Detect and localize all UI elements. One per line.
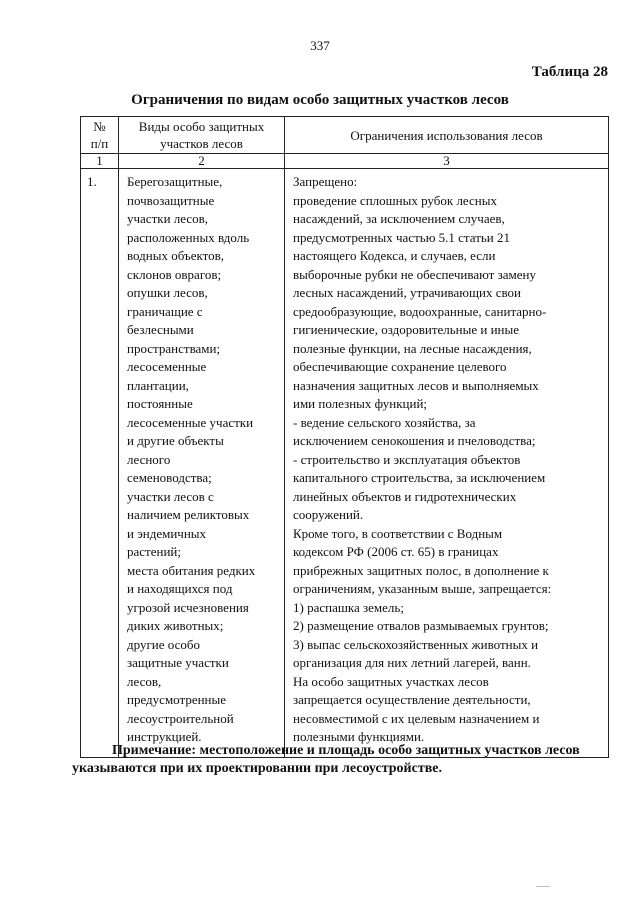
index-cell: 1 [81,154,119,169]
footnote [72,742,612,778]
cell-line: постоянные [127,396,193,411]
cell-line: 3) выпас сельскохозяйственных животных и [293,636,539,652]
row-number: 1. [81,169,119,758]
cell-line: расположенных вдоль [127,229,250,245]
forest-types-text [119,169,284,757]
header-num [81,117,119,154]
cell-line: почвозащитные [127,192,215,208]
header-num-line2: п/п [90,136,109,151]
cell-line: склонов оврагов; [127,266,222,282]
cell-line: исключением сенокошения и пчеловодства; [293,433,536,448]
cell-line: полезные функции, на лесные насаждения, [293,340,532,356]
header-type-line1: Виды особо защитных [138,119,265,134]
index-row [81,154,609,169]
cell-line: линейных объектов и гидротехнических [293,488,517,504]
cell-line: полезными функциями. [293,729,425,744]
cell-line: проведение сплошных рубок лесных [293,192,497,208]
cell-line: прибрежных защитных полос, в дополнение к [293,562,549,578]
cell-line: плантации, [127,377,189,393]
header-row [81,117,609,154]
cell-line: лесоустроительной [127,710,234,726]
forest-types-cell [119,169,285,758]
cell-line: Берегозащитные, [127,174,223,189]
cell-line: участки лесов, [127,211,209,226]
restrictions-table [80,116,609,758]
cell-line: ограничениям, указанным выше, запрещается: [293,581,552,596]
table-row [81,169,609,758]
restrictions-text [285,169,608,757]
cell-line: обеспечивающие сохранение целевого [293,359,507,374]
cell-line: выборочные рубки не обеспечивают замену [293,266,536,282]
cell-line: защитные участки [127,655,229,670]
header-restrict: Ограничения использования лесов [285,117,609,154]
cell-line: 1) распашка земель; [293,599,404,615]
header-type-line2: участков лесов [160,136,243,151]
cell-line: - ведение сельского хозяйства, за [293,414,476,430]
cell-line: и находящихся под [127,581,233,596]
table-label: Таблица 28 [531,64,608,80]
cell-line: назначения защитных лесов и выполняемых [293,377,539,393]
cell-line: предусмотренные [127,692,227,707]
cell-line: опушки лесов, [127,285,208,300]
cell-line: инструкцией. [127,729,202,744]
cell-line: участки лесов с [127,488,214,504]
cell-line: капитального строительства, за исключением [293,470,546,485]
cell-line: несовместимой с их целевым назначением и [293,710,540,726]
cell-line: лесосеменные [127,359,207,374]
cell-line: 2) размещение отвалов размываемых грунтов; [293,618,549,633]
cell-line: предусмотренных частью 5.1 статьи 21 [293,229,511,245]
cell-line: лесного [127,451,171,467]
cell-line: растений; [127,544,181,559]
table-title: Ограничения по видам особо защитных участков лесов [131,92,509,108]
cell-line: гигиенические, оздоровительные и иные [293,322,520,337]
cell-line: Запрещено: [293,174,358,189]
cell-line: лесных насаждений, утрачивающих свои [293,285,521,300]
cell-line: ими полезных функций; [293,396,428,411]
cell-line: семеноводства; [127,470,212,485]
cell-line: диких животных; [127,618,224,633]
cell-line: - строительство и эксплуатация объектов [293,451,521,467]
cell-line: безлесными [127,322,194,337]
cell-line: запрещается осуществление деятельности, [293,692,531,707]
index-cell: 2 [119,154,285,169]
header-type [119,117,285,154]
cell-line: и другие объекты [127,433,224,448]
cell-line: лесов, [127,673,162,689]
cell-line: кодексом РФ (2006 ст. 65) в границах [293,544,499,559]
cell-line: другие особо [127,636,200,652]
cell-line: наличием реликтовых [127,507,250,522]
cell-line: и эндемичных [127,525,207,541]
header-num-line1: № [93,119,106,134]
index-cell: 3 [285,154,609,169]
cell-line: Кроме того, в соответствии с Водным [293,525,503,541]
cell-line: насаждений, за исключением случаев, [293,211,505,226]
cell-line: На особо защитных участках лесов [293,673,489,689]
footnote-line: указываются при их проектировании при лесоустройстве. [72,761,442,776]
cell-line: настоящего Кодекса, и случаев, если [293,248,496,263]
cell-line: пространствами; [127,340,221,356]
page-number: 337 [310,38,330,53]
cell-line: организация для них летний лагерей, ванн. [293,655,531,670]
restrictions-cell [285,169,609,758]
cell-line: водных объектов, [127,248,225,263]
cell-line: места обитания редких [127,562,256,578]
footnote-line: Примечание: местоположение и площадь особо защитных участков лесов [112,743,580,758]
cell-line: сооружений. [293,507,364,522]
cell-line: средообразующие, водоохранные, санитарно- [293,303,547,319]
cell-line: угрозой исчезновения [127,599,249,615]
cell-line: лесосеменные участки [127,414,254,430]
cell-line: граничащие с [127,303,203,319]
page-edge-mark [536,886,550,887]
